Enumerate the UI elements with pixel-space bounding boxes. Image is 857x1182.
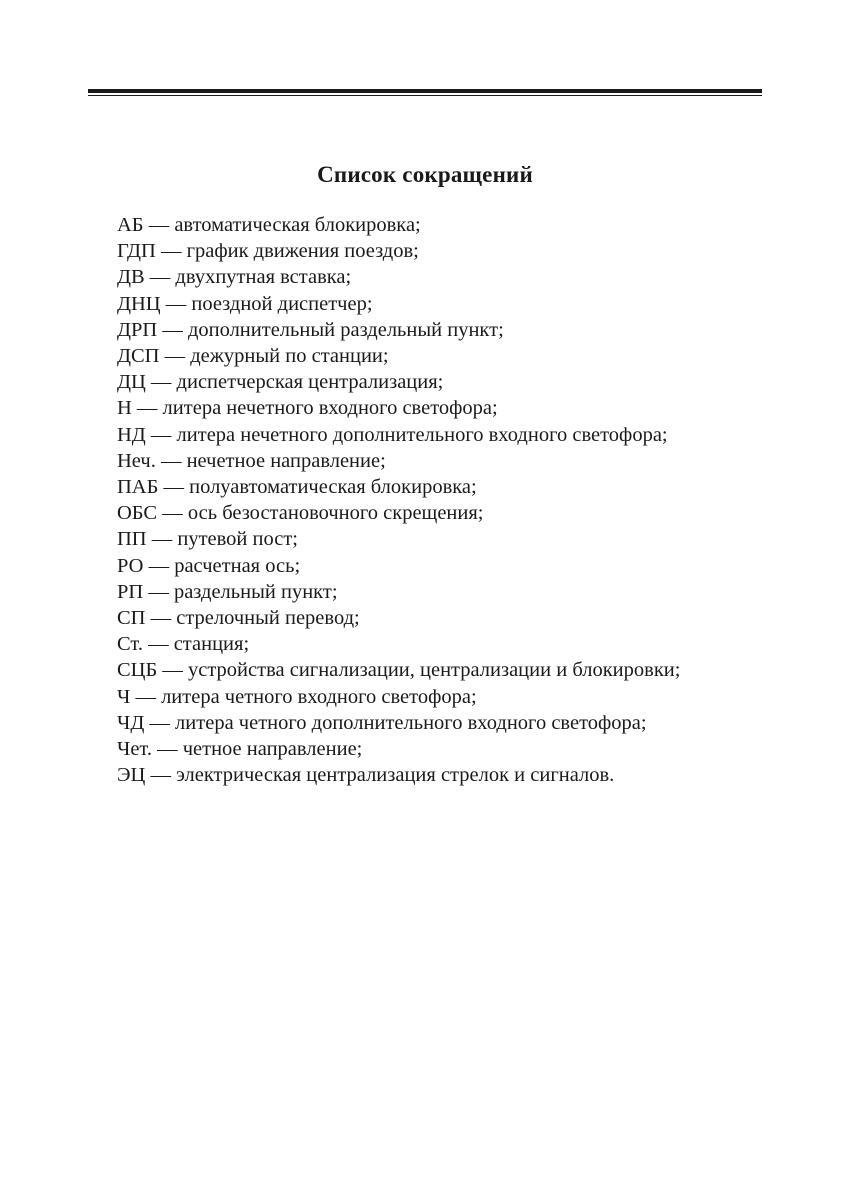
page-title: Список сокращений [317,162,533,187]
list-item: ДНЦ — поездной диспетчер; [117,292,373,315]
list-item: ПП — путевой пост; [117,528,299,551]
header-rule-thick [88,89,762,93]
list-item: ЭЦ — электрическая централизация стрелок и сигналов. [117,764,615,787]
list-item: ДЦ — диспетчерская централизация; [117,371,444,394]
list-item: Ст. — станция; [117,633,250,656]
list-item: РО — расчетная ось; [117,554,301,577]
list-item: Ч — литера четного входного светофора; [117,685,477,708]
abbreviation-list [117,212,817,788]
list-item: ДСП — дежурный по станции; [117,345,389,368]
list-item: Неч. — нечетное направление; [117,449,386,472]
list-item: АБ — автоматическая блокировка; [117,214,421,236]
list-item: СЦБ — устройства сигнализации, централизации и блокировки; [117,659,681,682]
list-item: ДВ — двухпутная вставка; [117,266,352,289]
list-item: СП — стрелочный перевод; [117,607,360,630]
list-item: ОБС — ось безостановочного скрещения; [117,502,484,525]
list-item: ПАБ — полуавтоматическая блокировка; [117,476,477,499]
list-item: ЧД — литера четного дополнительного входного светофора; [117,711,647,734]
header-rule-thin [88,95,762,96]
list-item: Н — литера нечетного входного светофора; [117,397,498,420]
list-item: Чет. — четное направление; [117,738,363,761]
list-item: ДРП — дополнительный раздельный пункт; [117,318,504,341]
list-item: НД — литера нечетного дополнительного входного светофора; [117,423,668,446]
list-item: РП — раздельный пункт; [117,580,338,603]
list-item: ГДП — график движения поездов; [117,240,419,263]
